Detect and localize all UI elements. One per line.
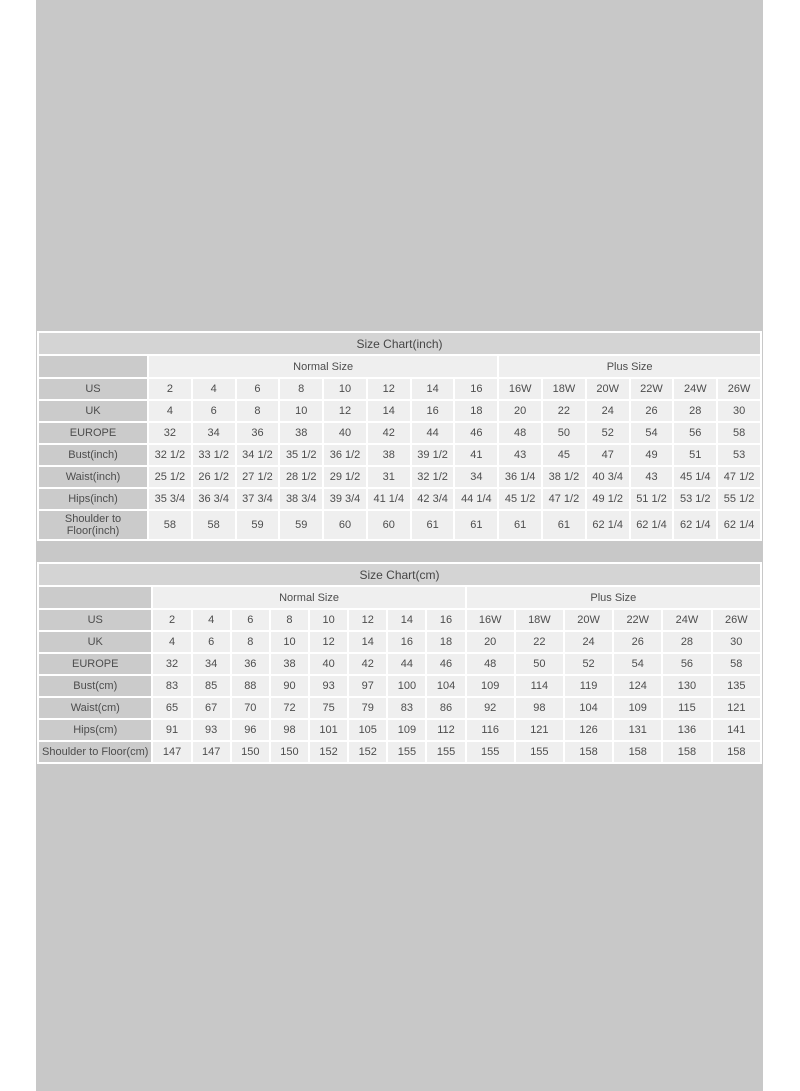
table-cell: 18 (455, 401, 497, 421)
table-cell: 109 (614, 698, 661, 718)
table-cell: 75 (310, 698, 347, 718)
table-cell: 16 (427, 610, 464, 630)
table-cell: 16 (412, 401, 454, 421)
table-row-us (39, 379, 760, 399)
table-cell: 47 1/2 (718, 467, 760, 487)
table-cell: 93 (193, 720, 230, 740)
table-cell: 24W (663, 610, 710, 630)
table-cell: 20W (565, 610, 612, 630)
table-cell: 38 1/2 (543, 467, 585, 487)
table-cell: 54 (631, 423, 673, 443)
table-cell: 59 (237, 511, 279, 539)
table-cell: 40 (324, 423, 366, 443)
table-cell: 43 (631, 467, 673, 487)
table-cell: 2 (153, 610, 190, 630)
table-cell: 83 (153, 676, 190, 696)
table-cell: 43 (499, 445, 541, 465)
table-cell: 30 (713, 632, 760, 652)
table-cell: 41 1/4 (368, 489, 410, 509)
table-cell: 6 (193, 401, 235, 421)
table-cell: 67 (193, 698, 230, 718)
table-cell: 22 (543, 401, 585, 421)
table-cell: 52 (587, 423, 629, 443)
table-cell: 51 (674, 445, 716, 465)
table-cell: 46 (427, 654, 464, 674)
table-cell: 12 (349, 610, 386, 630)
table-row-uk (39, 632, 760, 652)
table-cell: 116 (467, 720, 514, 740)
table-cell: 26 1/2 (193, 467, 235, 487)
table-title-row (39, 564, 760, 585)
table-cell: 109 (467, 676, 514, 696)
table-row-hips-cm (39, 720, 760, 740)
table-cell: 28 (663, 632, 710, 652)
table-cell: 58 (149, 511, 191, 539)
table-cell: 18W (516, 610, 563, 630)
table-cell: 147 (193, 742, 230, 762)
table-cell: 83 (388, 698, 425, 718)
table-cell: 60 (368, 511, 410, 539)
table-title: Size Chart(inch) (39, 333, 760, 354)
row-label-uk: UK (39, 401, 147, 421)
table-cell: 16 (388, 632, 425, 652)
table-cell: 85 (193, 676, 230, 696)
table-cell: 86 (427, 698, 464, 718)
table-cell: 56 (674, 423, 716, 443)
table-cell: 59 (280, 511, 322, 539)
table-cell: 150 (271, 742, 308, 762)
table-cell: 119 (565, 676, 612, 696)
table-cell: 16 (455, 379, 497, 399)
table-cell: 4 (153, 632, 190, 652)
table-cell: 109 (388, 720, 425, 740)
table-cell: 16W (467, 610, 514, 630)
table-cell: 26 (614, 632, 661, 652)
table-cell: 104 (565, 698, 612, 718)
table-cell: 8 (232, 632, 269, 652)
row-label-waist-cm: Waist(cm) (39, 698, 151, 718)
table-cell: 42 3/4 (412, 489, 454, 509)
table-cell: 33 1/2 (193, 445, 235, 465)
table-cell: 12 (324, 401, 366, 421)
group-header-spacer (39, 356, 147, 377)
table-cell: 24W (674, 379, 716, 399)
table-cell: 51 1/2 (631, 489, 673, 509)
table-cell: 62 1/4 (674, 511, 716, 539)
table-row-shoulder-to-floor-inch (39, 511, 760, 539)
table-cell: 97 (349, 676, 386, 696)
table-cell: 56 (663, 654, 710, 674)
group-header-plus-size: Plus Size (467, 587, 760, 608)
table-cell: 6 (237, 379, 279, 399)
table-cell: 40 3/4 (587, 467, 629, 487)
table-cell: 44 (412, 423, 454, 443)
table-cell: 14 (368, 401, 410, 421)
table-cell: 10 (324, 379, 366, 399)
table-cell: 20W (587, 379, 629, 399)
table-cell: 20 (499, 401, 541, 421)
table-cell: 96 (232, 720, 269, 740)
table-cell: 44 1/4 (455, 489, 497, 509)
table-row-shoulder-to-floor-cm (39, 742, 760, 762)
table-cell: 18W (543, 379, 585, 399)
table-cell: 42 (368, 423, 410, 443)
table-cell: 35 3/4 (149, 489, 191, 509)
table-cell: 22W (614, 610, 661, 630)
table-cell: 98 (516, 698, 563, 718)
table-cell: 141 (713, 720, 760, 740)
table-cell: 112 (427, 720, 464, 740)
table-cell: 8 (271, 610, 308, 630)
table-cell: 39 3/4 (324, 489, 366, 509)
table-cell: 61 (455, 511, 497, 539)
table-cell: 38 (368, 445, 410, 465)
table-cell: 12 (310, 632, 347, 652)
table-cell: 158 (565, 742, 612, 762)
table-cell: 45 1/4 (674, 467, 716, 487)
table-cell: 47 (587, 445, 629, 465)
table-cell: 158 (663, 742, 710, 762)
table-row-bust-cm (39, 676, 760, 696)
table-cell: 34 (455, 467, 497, 487)
table-cell: 41 (455, 445, 497, 465)
table-cell: 155 (388, 742, 425, 762)
table-cell: 65 (153, 698, 190, 718)
table-cell: 155 (516, 742, 563, 762)
table-cell: 32 (149, 423, 191, 443)
table-cell: 121 (713, 698, 760, 718)
table-cell: 150 (232, 742, 269, 762)
table-cell: 24 (587, 401, 629, 421)
table-cell: 14 (388, 610, 425, 630)
table-cell: 14 (349, 632, 386, 652)
table-cell: 131 (614, 720, 661, 740)
table-cell: 38 (280, 423, 322, 443)
table-cell: 58 (718, 423, 760, 443)
table-cell: 29 1/2 (324, 467, 366, 487)
table-cell: 25 1/2 (149, 467, 191, 487)
table-cell: 70 (232, 698, 269, 718)
row-label-shoulder-to-floor-cm: Shoulder to Floor(cm) (39, 742, 151, 762)
table-cell: 155 (427, 742, 464, 762)
table-row-hips-inch (39, 489, 760, 509)
table-title: Size Chart(cm) (39, 564, 760, 585)
table-row-waist-inch (39, 467, 760, 487)
table-cell: 22 (516, 632, 563, 652)
table-cell: 8 (280, 379, 322, 399)
table-cell: 45 (543, 445, 585, 465)
row-label-shoulder-to-floor-inch: Shoulder to Floor(inch) (39, 511, 147, 539)
table-cell: 136 (663, 720, 710, 740)
table-cell: 124 (614, 676, 661, 696)
table-row-bust-inch (39, 445, 760, 465)
table-cell: 98 (271, 720, 308, 740)
table-cell: 8 (237, 401, 279, 421)
table-cell: 100 (388, 676, 425, 696)
table-cell: 34 (193, 423, 235, 443)
table-cell: 53 1/2 (674, 489, 716, 509)
row-label-uk: UK (39, 632, 151, 652)
table-cell: 30 (718, 401, 760, 421)
table-cell: 26W (718, 379, 760, 399)
table-cell: 104 (427, 676, 464, 696)
table-cell: 121 (516, 720, 563, 740)
table-cell: 91 (153, 720, 190, 740)
table-cell: 39 1/2 (412, 445, 454, 465)
table-cell: 24 (565, 632, 612, 652)
table-cell: 114 (516, 676, 563, 696)
table-row-waist-cm (39, 698, 760, 718)
table-cell: 26 (631, 401, 673, 421)
table-cell: 20 (467, 632, 514, 652)
row-label-hips-cm: Hips(cm) (39, 720, 151, 740)
table-cell: 147 (153, 742, 190, 762)
table-cell: 50 (516, 654, 563, 674)
table-cell: 16W (499, 379, 541, 399)
table-cell: 60 (324, 511, 366, 539)
group-header-plus-size: Plus Size (499, 356, 760, 377)
table-cell: 62 1/4 (718, 511, 760, 539)
table-cell: 61 (543, 511, 585, 539)
group-header-spacer (39, 587, 151, 608)
table-cell: 126 (565, 720, 612, 740)
table-cell: 4 (193, 379, 235, 399)
row-label-bust-cm: Bust(cm) (39, 676, 151, 696)
table-cell: 115 (663, 698, 710, 718)
table-row-us (39, 610, 760, 630)
table-cell: 10 (280, 401, 322, 421)
table-cell: 42 (349, 654, 386, 674)
table-cell: 158 (614, 742, 661, 762)
table-cell: 2 (149, 379, 191, 399)
table-cell: 50 (543, 423, 585, 443)
table-cell: 158 (713, 742, 760, 762)
row-label-waist-inch: Waist(inch) (39, 467, 147, 487)
table-cell: 90 (271, 676, 308, 696)
table-cell: 4 (149, 401, 191, 421)
table-cell: 93 (310, 676, 347, 696)
table-cell: 72 (271, 698, 308, 718)
row-label-europe: EUROPE (39, 654, 151, 674)
table-cell: 28 (674, 401, 716, 421)
table-cell: 6 (232, 610, 269, 630)
table-cell: 152 (310, 742, 347, 762)
table-row-uk (39, 401, 760, 421)
table-cell: 46 (455, 423, 497, 443)
table-cell: 61 (412, 511, 454, 539)
table-cell: 34 1/2 (237, 445, 279, 465)
table-cell: 130 (663, 676, 710, 696)
table-cell: 52 (565, 654, 612, 674)
table-cell: 36 1/4 (499, 467, 541, 487)
product-photo-background (36, 0, 763, 1091)
row-label-europe: EUROPE (39, 423, 147, 443)
table-cell: 58 (713, 654, 760, 674)
table-cell: 38 3/4 (280, 489, 322, 509)
table-cell: 62 1/4 (631, 511, 673, 539)
table-cell: 14 (412, 379, 454, 399)
table-cell: 6 (193, 632, 230, 652)
table-cell: 135 (713, 676, 760, 696)
size-chart-table-size-chart-cm (37, 562, 762, 764)
row-label-hips-inch: Hips(inch) (39, 489, 147, 509)
table-cell: 47 1/2 (543, 489, 585, 509)
table-cell: 35 1/2 (280, 445, 322, 465)
size-chart-table-size-chart-inch (37, 331, 762, 541)
table-cell: 26W (713, 610, 760, 630)
table-cell: 152 (349, 742, 386, 762)
table-cell: 105 (349, 720, 386, 740)
table-cell: 12 (368, 379, 410, 399)
table-cell: 31 (368, 467, 410, 487)
table-cell: 45 1/2 (499, 489, 541, 509)
table-row-europe (39, 423, 760, 443)
table-cell: 55 1/2 (718, 489, 760, 509)
table-cell: 37 3/4 (237, 489, 279, 509)
table-cell: 40 (310, 654, 347, 674)
table-title-row (39, 333, 760, 354)
table-cell: 58 (193, 511, 235, 539)
table-cell: 48 (499, 423, 541, 443)
column-group-header-row (39, 356, 760, 377)
table-cell: 38 (271, 654, 308, 674)
table-cell: 79 (349, 698, 386, 718)
table-cell: 4 (193, 610, 230, 630)
table-cell: 36 3/4 (193, 489, 235, 509)
table-cell: 10 (310, 610, 347, 630)
table-cell: 22W (631, 379, 673, 399)
table-cell: 49 1/2 (587, 489, 629, 509)
table-cell: 36 (237, 423, 279, 443)
group-header-normal-size: Normal Size (149, 356, 497, 377)
table-cell: 92 (467, 698, 514, 718)
table-cell: 53 (718, 445, 760, 465)
table-cell: 18 (427, 632, 464, 652)
table-cell: 27 1/2 (237, 467, 279, 487)
table-cell: 54 (614, 654, 661, 674)
table-cell: 10 (271, 632, 308, 652)
table-cell: 88 (232, 676, 269, 696)
row-label-bust-inch: Bust(inch) (39, 445, 147, 465)
table-cell: 44 (388, 654, 425, 674)
table-cell: 34 (193, 654, 230, 674)
table-cell: 48 (467, 654, 514, 674)
table-cell: 49 (631, 445, 673, 465)
table-cell: 155 (467, 742, 514, 762)
table-cell: 32 1/2 (149, 445, 191, 465)
column-group-header-row (39, 587, 760, 608)
table-cell: 36 (232, 654, 269, 674)
table-cell: 28 1/2 (280, 467, 322, 487)
table-cell: 36 1/2 (324, 445, 366, 465)
row-label-us: US (39, 610, 151, 630)
table-row-europe (39, 654, 760, 674)
table-cell: 62 1/4 (587, 511, 629, 539)
table-cell: 101 (310, 720, 347, 740)
group-header-normal-size: Normal Size (153, 587, 464, 608)
table-cell: 32 (153, 654, 190, 674)
table-cell: 32 1/2 (412, 467, 454, 487)
row-label-us: US (39, 379, 147, 399)
table-cell: 61 (499, 511, 541, 539)
